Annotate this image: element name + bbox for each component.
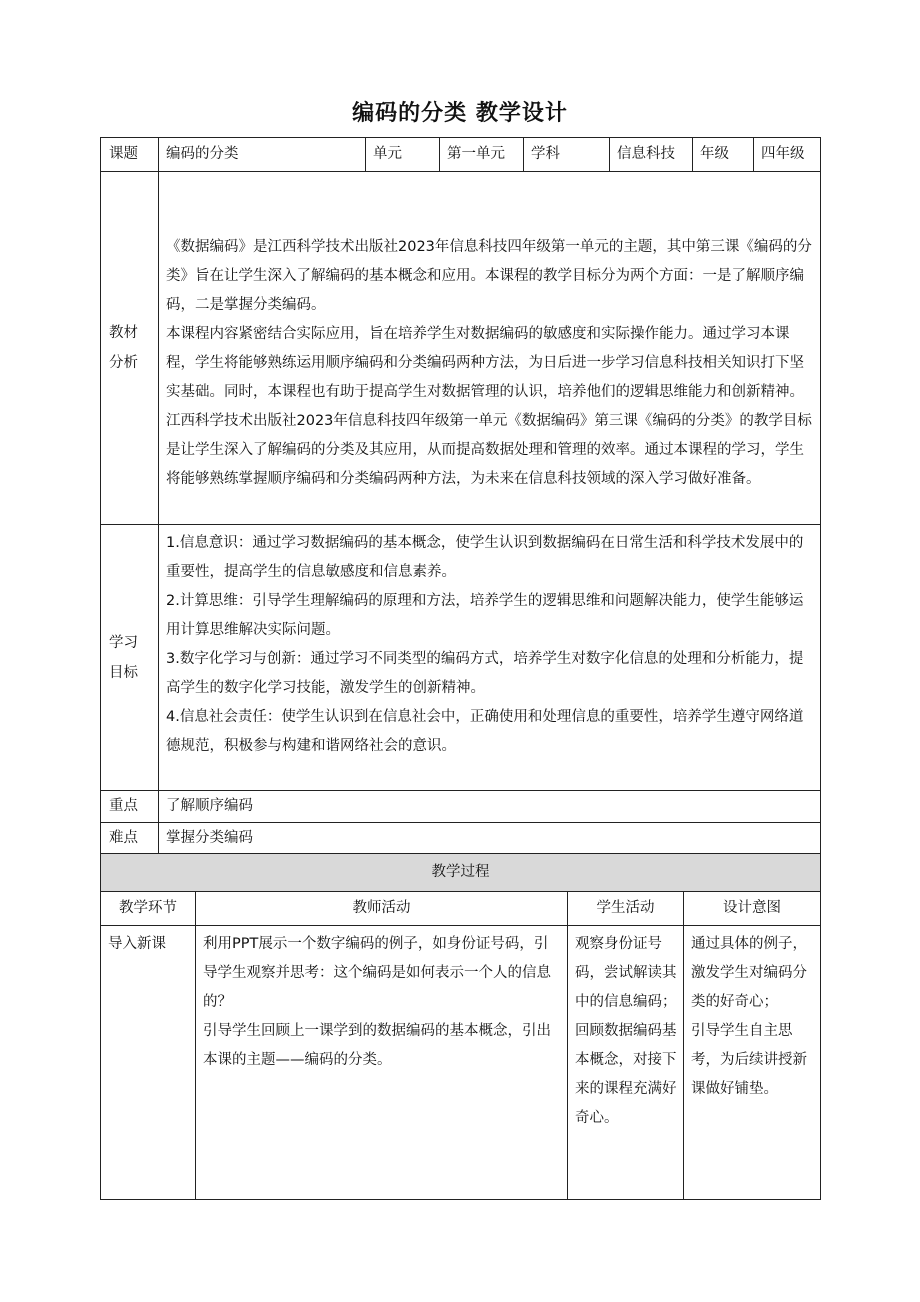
goal-item: 1.信息意识：通过学习数据编码的基本概念，使学生认识到数据编码在日常生活和科学技术发展中的重要性，提高学生的信息敏感度和信息素养。 <box>166 535 804 580</box>
course-label: 课题 <box>101 138 159 172</box>
analysis-row <box>101 172 821 525</box>
key-point-row <box>101 791 821 823</box>
document-title: 编码的分类 教学设计 <box>352 101 568 126</box>
design-intent <box>684 926 821 1200</box>
column-header: 设计意图 <box>684 892 821 926</box>
difficulty-label: 难点 <box>101 823 159 854</box>
grade-label: 年级 <box>693 138 754 172</box>
analysis-content <box>159 172 821 525</box>
course-value: 编码的分类 <box>159 138 366 172</box>
key-point-label: 重点 <box>101 791 159 823</box>
student-activity-text: 回顾数据编码基本概念，对接下来的课程充满好奇心。 <box>575 1023 677 1126</box>
analysis-paragraph: 江西科学技术出版社2023年信息科技四年级第一单元《数据编码》第三课《编码的分类》的教学目标是让学生深入了解编码的分类及其应用，从而提高数据处理和管理的效率。通过本课程的学习，学生将能够熟练掌握顺序编码和分类编码两种方法，为未来在信息科技领域的深入学习做好准备。 <box>166 412 812 487</box>
difficulty-row <box>101 823 821 854</box>
column-header: 学生活动 <box>568 892 684 926</box>
goals-label: 学习 目标 <box>101 525 159 791</box>
unit-value: 第一单元 <box>440 138 524 172</box>
grade-value: 四年级 <box>754 138 821 172</box>
goal-item: 2.计算思维：引导学生理解编码的原理和方法，培养学生的逻辑思维和问题解决能力，使学生能够运用计算思维解决实际问题。 <box>166 593 804 638</box>
design-intent-text: 引导学生自主思考，为后续讲授新课做好铺垫。 <box>691 1023 807 1097</box>
analysis-paragraph: 《数据编码》是江西科学技术出版社2023年信息科技四年级第一单元的主题，其中第三课《编码的分类》旨在让学生深入了解编码的基本概念和应用。本课程的教学目标分为两个方面：一是了解顺序编码，二是掌握分类编码。 <box>166 238 812 313</box>
student-activity-text: 观察身份证号码，尝试解读其中的信息编码； <box>575 936 677 1010</box>
teacher-activity-text: 引导学生回顾上一课学到的数据编码的基本概念，引出本课的主题——编码的分类。 <box>203 1023 551 1068</box>
goal-item: 4.信息社会责任：使学生认识到在信息社会中，正确使用和处理信息的重要性，培养学生遵守网络道德规范，积极参与构建和谐网络社会的意识。 <box>166 709 804 754</box>
subject-value: 信息科技 <box>610 138 693 172</box>
process-heading-row <box>101 854 821 892</box>
difficulty-value: 掌握分类编码 <box>159 823 821 854</box>
student-activity <box>568 926 684 1200</box>
header-row <box>101 138 821 172</box>
column-header: 教师活动 <box>196 892 568 926</box>
teaching-process-table <box>100 853 821 1200</box>
goals-row <box>101 525 821 791</box>
subject-label: 学科 <box>524 138 610 172</box>
column-header: 教学环节 <box>101 892 196 926</box>
process-stage: 导入新课 <box>101 926 196 1200</box>
process-row <box>101 926 821 1200</box>
key-point-value: 了解顺序编码 <box>159 791 821 823</box>
process-heading: 教学过程 <box>101 854 821 892</box>
goals-content <box>159 525 821 791</box>
teacher-activity <box>196 926 568 1200</box>
analysis-paragraph: 本课程内容紧密结合实际应用，旨在培养学生对数据编码的敏感度和实际操作能力。通过学习本课程，学生将能够熟练运用顺序编码和分类编码两种方法，为日后进一步学习信息科技相关知识打下坚实基础。同时，本课程也有助于提高学生对数据管理的认识，培养他们的逻辑思维能力和创新精神。 <box>166 325 804 400</box>
teacher-activity-text: 利用PPT展示一个数字编码的例子，如身份证号码，引导学生观察并思考：这个编码是如何表示一个人的信息的？ <box>203 936 551 1010</box>
lesson-info-table <box>100 137 821 854</box>
process-column-headers <box>101 892 821 926</box>
unit-label: 单元 <box>366 138 440 172</box>
analysis-label: 教材 分析 <box>101 172 159 525</box>
goal-item: 3.数字化学习与创新：通过学习不同类型的编码方式，培养学生对数字化信息的处理和分析能力，提高学生的数字化学习技能，激发学生的创新精神。 <box>166 651 804 696</box>
design-intent-text: 通过具体的例子，激发学生对编码分类的好奇心； <box>691 936 807 1010</box>
